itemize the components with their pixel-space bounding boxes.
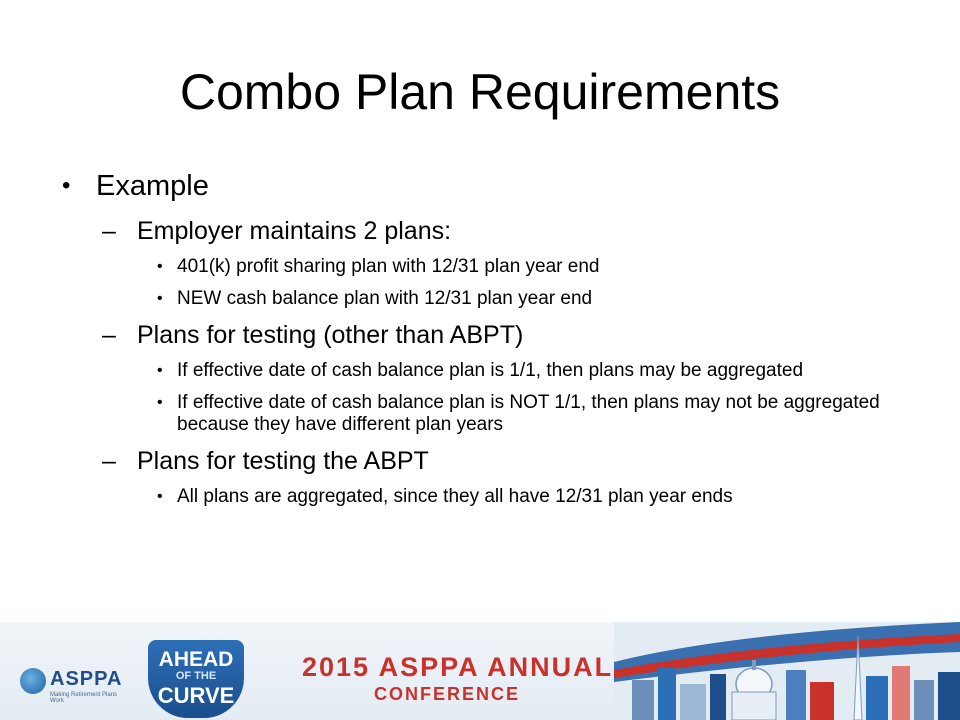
bullet-item [62, 486, 902, 508]
globe-icon [20, 668, 46, 694]
bullet-text: Example [96, 170, 209, 202]
dash-bullet-icon: – [102, 447, 116, 475]
bullet-item [62, 216, 902, 246]
conference-footer-banner [0, 622, 960, 720]
logo-word-curve: CURVE [157, 683, 235, 708]
bullet-item [62, 320, 902, 350]
bullet-icon: • [157, 362, 163, 379]
bullet-item [62, 256, 902, 278]
slide-content [62, 168, 902, 518]
ahead-of-the-curve-logo [148, 640, 244, 718]
bullet-icon: • [62, 172, 71, 199]
bullet-text: If effective date of cash balance plan is 1/1, then plans may be aggregated [177, 360, 804, 381]
bullet-item [62, 446, 902, 476]
logo-word-ahead: AHEAD [158, 648, 234, 671]
bullet-text: All plans are aggregated, since they all have 12/31 plan year ends [177, 486, 733, 507]
bullet-item [62, 360, 902, 382]
asppa-logo [20, 662, 130, 706]
bullet-text: Plans for testing (other than ABPT) [137, 321, 524, 349]
dash-bullet-icon: – [102, 321, 116, 349]
slide-title: Combo Plan Requirements [179, 64, 781, 120]
bullet-text: Plans for testing the ABPT [137, 447, 429, 475]
bullet-icon: • [157, 394, 163, 411]
bullet-item [62, 392, 902, 436]
bullet-item [62, 288, 902, 310]
logo-word-of-the: OF THE [175, 670, 217, 682]
asppa-tagline: Making Retirement Plans Work [50, 692, 118, 704]
conference-title: 2015 ASPPA ANNUAL [302, 652, 614, 682]
dash-bullet-icon: – [102, 217, 116, 245]
bullet-icon: • [157, 290, 163, 307]
bullet-text: 401(k) profit sharing plan with 12/31 plan year end [177, 256, 600, 277]
bullet-icon: • [157, 488, 163, 505]
asppa-logo-text: ASPPA [50, 668, 123, 690]
bullet-icon: • [157, 258, 163, 275]
washington-skyline-illustration [614, 622, 960, 720]
bullet-text: Employer maintains 2 plans: [137, 217, 452, 245]
conference-subtitle: CONFERENCE [374, 684, 521, 704]
bullet-text: NEW cash balance plan with 12/31 plan year end [177, 288, 593, 309]
bullet-item [62, 168, 902, 204]
bullet-text: If effective date of cash balance plan is NOT 1/1, then plans may not be aggregated because they have different plan years [177, 392, 880, 435]
